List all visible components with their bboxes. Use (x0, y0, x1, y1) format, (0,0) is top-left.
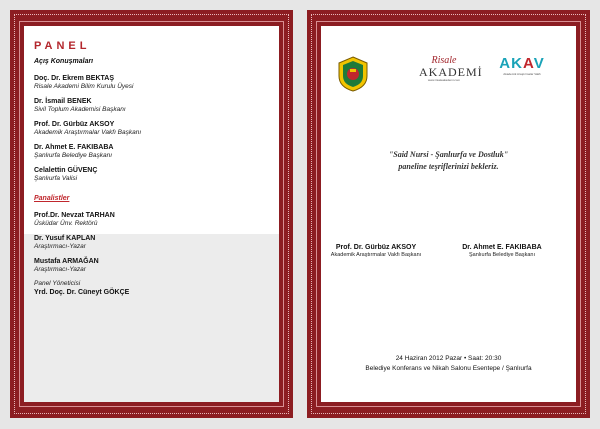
event-date: 24 Haziran 2012 Pazar • Saat: 20:30 (395, 355, 502, 362)
speaker-name: Dr. İsmail BENEK (34, 98, 92, 105)
speaker-role: Akademik Araştırmalar Vakfı Başkanı (34, 129, 142, 136)
panelists-heading: Panalistler (34, 195, 70, 202)
speaker-entry (34, 97, 254, 114)
speaker-name: Prof. Dr. Gürbüz AKSOY (34, 121, 115, 128)
akav-logo-text: AKAV (499, 55, 545, 72)
sponsor-logos (337, 54, 547, 94)
signature-title: Akademik Araştırmalar Vakfı Başkanı (330, 252, 422, 258)
speaker-name: Doç. Dr. Ekrem BEKTAŞ (34, 75, 115, 82)
moderator-entry (34, 280, 254, 297)
risale-akademi-logo (419, 55, 483, 90)
invitation-title: "Said Nursi - Şanlıurfa ve Dostluk" (388, 150, 509, 159)
moderator-label: Panel Yöneticisi (34, 280, 81, 287)
panelist-role: Araştırmacı-Yazar (34, 243, 86, 250)
opening-heading: Açış Konuşmaları (34, 58, 94, 65)
speaker-entry (34, 166, 254, 183)
invitation (317, 150, 580, 171)
panelist-entry (34, 234, 254, 251)
panelist-entry (34, 211, 254, 228)
invitation-line: paneline teşriflerinizi bekleriz. (398, 162, 499, 171)
panelist-role: Üsküdar Ünv. Rektörü (34, 220, 98, 227)
event-details (317, 354, 580, 374)
event-venue: Belediye Konferans ve Nikah Salonu Esentepe / Şanlıurfa (365, 365, 532, 372)
risale-logo-line1: Risale (431, 55, 457, 66)
signature-title: Şanlıurfa Belediye Başkanı (468, 252, 536, 258)
akav-logo-caption: Akademik Araştırmalar Vakfı (503, 72, 541, 76)
panel-title: PANEL (34, 40, 91, 52)
panelist-entry (34, 257, 254, 274)
speaker-entry (34, 74, 254, 91)
signature-block (321, 244, 431, 258)
speaker-name: Dr. Ahmet E. FAKIBABA (34, 144, 114, 151)
panelist-role: Araştırmacı-Yazar (34, 266, 86, 273)
risale-logo-line2: AKADEMİ (419, 65, 483, 79)
program-text (34, 40, 254, 303)
speaker-entry (34, 143, 254, 160)
panelist-name: Prof.Dr. Nevzat TARHAN (34, 212, 115, 219)
panelist-name: Dr. Yusuf KAPLAN (34, 235, 96, 242)
speaker-name: Celalettin GÜVENÇ (34, 167, 98, 174)
risale-logo-url: www.risaleakademi.com (427, 78, 461, 82)
moderator-name: Yrd. Doç. Dr. Cüneyt GÖKÇE (34, 289, 130, 296)
right-page (307, 10, 590, 418)
speaker-role: Sivil Toplum Akademisi Başkanı (34, 106, 126, 113)
speaker-role: Şanlıurfa Valisi (34, 175, 78, 182)
speaker-role: Şanlıurfa Belediye Başkanı (34, 152, 113, 159)
signature-name: Dr. Ahmet E. FAKIBABA (462, 244, 542, 251)
signature-block (447, 244, 557, 258)
signature-name: Prof. Dr. Gürbüz AKSOY (335, 244, 417, 251)
municipality-seal-icon (337, 56, 369, 92)
akav-logo (497, 56, 547, 90)
speaker-entry (34, 120, 254, 137)
left-page (10, 10, 293, 418)
panelist-name: Mustafa ARMAĞAN (34, 258, 99, 265)
speaker-role: Risale Akademi Bilim Kurulu Üyesi (34, 83, 134, 90)
